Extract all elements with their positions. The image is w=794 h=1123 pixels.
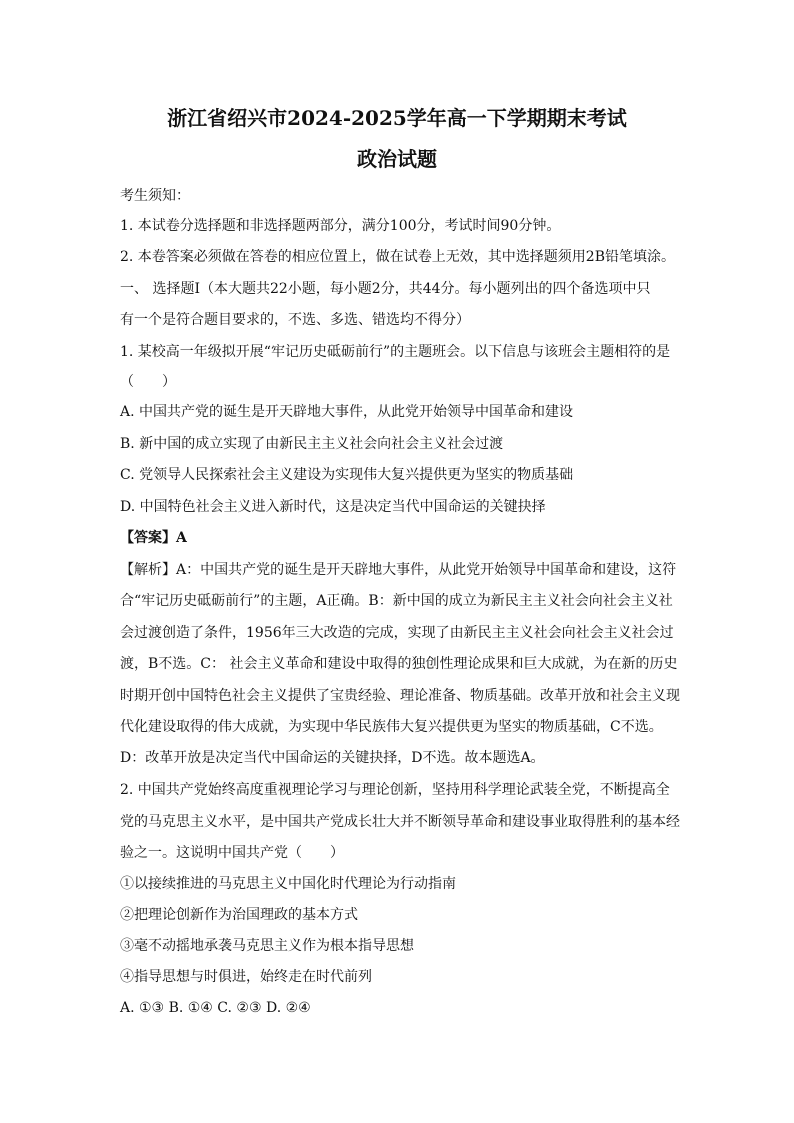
q1-answer: 【答案】A: [120, 530, 187, 546]
q2-options: A. ①③ B. ①④ C. ②③ D. ②④: [120, 1000, 311, 1016]
q2-statement-2: ②把理论创新作为治国理政的基本方式: [120, 907, 358, 923]
q1-analysis-line-5: 时期开创中国特色社会主义提供了宝贵经验、理论准备、物质基础。改革开放和社会主义现: [120, 688, 680, 704]
q2-statement-3: ③毫不动摇地承袭马克思主义作为根本指导思想: [120, 938, 414, 954]
section-instruction-line-1: 一、 选择题Ⅰ（本大题共22小题，每小题2分，共44分。每小题列出的四个备选项中只: [120, 281, 651, 297]
q1-stem-line-2: （ ）: [120, 374, 176, 390]
q2-stem-line-1: 2. 中国共产党始终高度重视理论学习与理论创新，坚持用科学理论武装全党，不断提高全: [120, 782, 670, 798]
notice-item-1: 1. 本试卷分选择题和非选择题两部分，满分100分，考试时间90分钟。: [120, 218, 561, 234]
q2-stem-line-3: 验之一。这说明中国共产党（ ）: [120, 845, 344, 861]
q1-stem-line-1: 1. 某校高一年级拟开展“牢记历史砥砺前行”的主题班会。以下信息与该班会主题相符的是: [120, 344, 671, 360]
q1-option-a: A. 中国共产党的诞生是开天辟地大事件，从此党开始领导中国革命和建设: [120, 404, 574, 420]
q1-analysis-line-3: 会过渡创造了条件，1956年三大改造的完成，实现了由新民主主义社会向社会主义社会过: [120, 625, 674, 641]
q2-stem-line-2: 党的马克思主义水平，是中国共产党成长壮大并不断领导革命和建设事业取得胜利的基本经: [120, 814, 680, 830]
q2-statement-1: ①以接续推进的马克思主义中国化时代理论为行动指南: [120, 876, 456, 892]
q1-analysis-line-6: 代化建设取得的伟大成就，为实现中华民族伟大复兴提供更为坚实的物质基础，C不选。: [120, 719, 663, 735]
q2-statement-4: ④指导思想与时俱进，始终走在时代前列: [120, 969, 372, 985]
notice-item-2: 2. 本卷答案必须做在答卷的相应位置上，做在试卷上无效，其中选择题须用2B铅笔填涂。: [120, 249, 676, 265]
exam-subject-title: 政治试题: [357, 147, 437, 171]
q1-option-d: D. 中国特色社会主义进入新时代，这是决定当代中国命运的关键抉择: [120, 499, 546, 515]
notice-heading: 考生须知：: [120, 188, 190, 204]
section-instruction-line-2: 有一个是符合题目要求的，不选、多选、错选均不得分）: [120, 312, 470, 328]
q1-option-c: C. 党领导人民探索社会主义建设为实现伟大复兴提供更为坚实的物质基础: [120, 467, 574, 483]
q1-analysis-line-7: D：改革开放是决定当代中国命运的关键抉择，D不选。故本题选A。: [120, 750, 545, 766]
q1-analysis-line-4: 渡，B不选。C： 社会主义革命和建设中取得的独创性理论成果和巨大成就，为在新的历史: [120, 656, 678, 672]
q1-analysis-line-2: 合“牢记历史砥砺前行”的主题，A正确。B：新中国的成立为新民主主义社会向社会主义社: [120, 593, 673, 609]
exam-title: 浙江省绍兴市2024-2025学年高一下学期期末考试: [167, 106, 627, 130]
q1-analysis-line-1: 【解析】A：中国共产党的诞生是开天辟地大事件，从此党开始领导中国革命和建设，这符: [120, 562, 677, 578]
q1-option-b: B. 新中国的成立实现了由新民主主义社会向社会主义社会过渡: [120, 436, 504, 452]
